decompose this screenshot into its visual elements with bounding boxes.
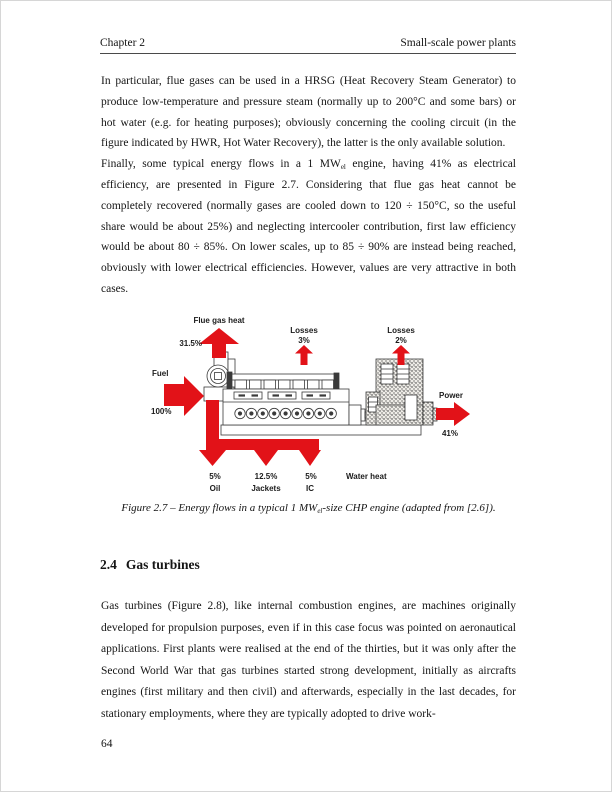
intro-paragraphs bbox=[101, 71, 516, 300]
power-arrow bbox=[436, 402, 470, 426]
paragraph-gas-turbines: Gas turbines (Figure 2.8), like internal combustion engines, are machines originally developed for propulsion purposes, even if in this case focus was pointed on aeronautical applications. First plants were realised at the end of the thirties, but it was only after the Second World War that gas turbines started strong development, initially as aircrafts engines (first military and then civil) and afterwards, especially in the last decades, for stationary employments, where they are typically adopted to drive work- bbox=[101, 600, 516, 720]
header-book-title: Small-scale power plants bbox=[400, 37, 516, 49]
jackets-pct-label: 12.5% bbox=[254, 472, 278, 481]
block-slots bbox=[234, 392, 330, 399]
gas-turbines-paragraph bbox=[101, 596, 516, 725]
generator-losses-label: Losses bbox=[387, 326, 415, 335]
ic-arrowhead bbox=[299, 450, 321, 466]
engine-losses-label: Losses bbox=[290, 326, 318, 335]
engine-losses-arrow bbox=[295, 345, 313, 365]
oil-arrowhead bbox=[199, 450, 226, 466]
header-rule bbox=[100, 53, 516, 54]
ic-pct-label: 5% bbox=[305, 472, 317, 481]
section-number: 2.4 bbox=[100, 557, 117, 572]
fuel-label: Fuel bbox=[152, 369, 169, 378]
figure-caption: Figure 2.7 – Energy flows in a typical 1 $MW_{el}$-size CHP engine (adapted from [2.6]). bbox=[121, 502, 496, 515]
subscript-el: el bbox=[340, 163, 346, 172]
ic-label: IC bbox=[306, 484, 314, 493]
power-label: Power bbox=[438, 391, 464, 400]
jackets-arrowhead bbox=[254, 450, 278, 466]
valve-covers bbox=[235, 380, 334, 389]
running-header bbox=[100, 37, 516, 49]
flue-gas-pct-label: 31.5% bbox=[179, 339, 202, 348]
section-title: Gas turbines bbox=[125, 557, 200, 572]
crankcase-covers bbox=[235, 408, 337, 418]
generator-losses-pct-label: 2% bbox=[395, 336, 407, 345]
oil-pct-label: 5% bbox=[209, 472, 221, 481]
subscript-el: el bbox=[317, 507, 323, 515]
energy-flow-diagram bbox=[131, 302, 491, 502]
oil-label: Oil bbox=[209, 484, 221, 493]
paragraph-energy-flows: Finally, some typical energy flows in a 1 $MW_{el}$ engine, having 41% as electrical efficiency, are presented in Figure 2.7. Considering that flue gas heat cannot be completely recovered (normally gases are cooled down to 120 ÷ 150°C, so the useful share would be about 25%) and neglecting intercooler contribution, first law efficiency would be about 80 ÷ 85%. On lower scales, up to 85 ÷ 90% are instead being reached, obviously with lower electrical efficiencies. However, values are very attractive in both cases. bbox=[101, 158, 516, 295]
page-number: 64 bbox=[101, 738, 113, 750]
flue-gas-heat-label: Flue gas heat bbox=[193, 316, 245, 325]
turbocharger-drawing bbox=[207, 365, 229, 387]
paragraph-hrsg: In particular, flue gases can be used in a HRSG (Heat Recovery Steam Generator) to produce low-temperature and pressure steam (normally up to 200°C and some bars) or hot water (e.g. for heating purposes); obviously concerning the cooling circuit (in the figure indicated by HWR, Hot Water Recovery), the latter is the only available solution. bbox=[101, 75, 516, 150]
generator-drawing bbox=[366, 359, 437, 425]
section-heading-2-4 bbox=[100, 557, 200, 573]
power-pct-label: 41% bbox=[441, 429, 459, 438]
engine-losses-pct-label: 3% bbox=[298, 336, 310, 345]
fuel-pct-label: 100% bbox=[151, 407, 172, 416]
water-heat-label: Water heat bbox=[346, 472, 387, 481]
figure-2-7 bbox=[131, 302, 491, 502]
header-chapter: Chapter 2 bbox=[100, 37, 146, 49]
flue-gas-arrow bbox=[199, 328, 239, 358]
jackets-label: Jackets bbox=[251, 484, 281, 493]
